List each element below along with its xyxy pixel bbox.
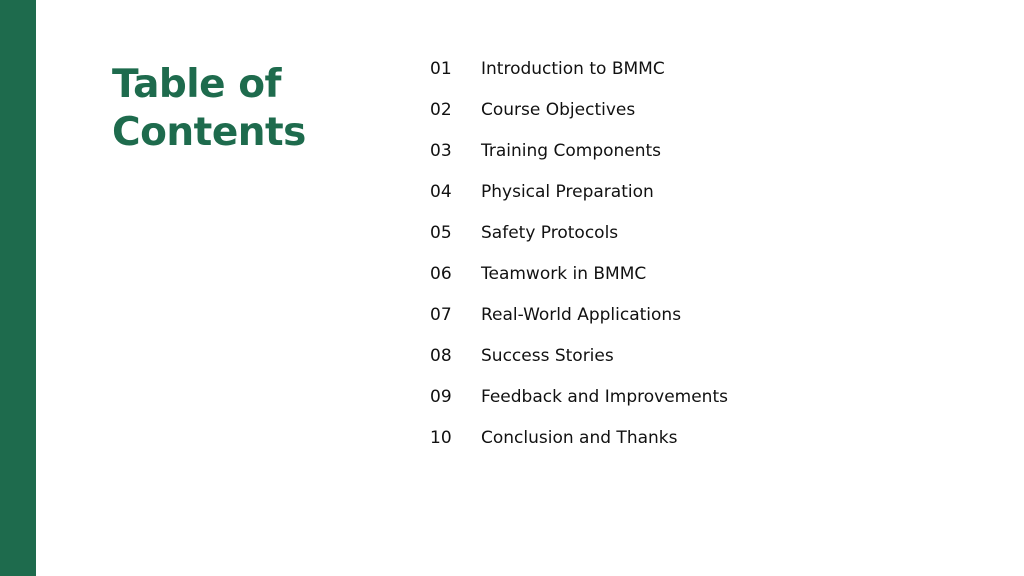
toc-item [430, 130, 990, 171]
toc-item-label: Teamwork in BMMC [481, 263, 647, 284]
toc-item-label: Course Objectives [481, 99, 636, 120]
toc-item-number: 07 [430, 304, 452, 325]
toc-item [430, 48, 990, 89]
toc-item-label: Real-World Applications [481, 304, 682, 325]
accent-side-bar [0, 0, 36, 576]
toc-item-label: Safety Protocols [481, 222, 619, 243]
toc-item-number: 06 [430, 263, 452, 284]
toc-item-number: 03 [430, 140, 452, 161]
toc-item [430, 376, 990, 417]
toc-item-label: Conclusion and Thanks [481, 427, 678, 448]
toc-item-number: 10 [430, 427, 452, 448]
toc-item [430, 171, 990, 212]
toc-item-number: 05 [430, 222, 452, 243]
toc-item-label: Introduction to BMMC [481, 58, 665, 79]
toc-item [430, 335, 990, 376]
toc-item-number: 01 [430, 58, 452, 79]
table-of-contents-list [430, 48, 990, 458]
toc-item-label: Training Components [481, 140, 662, 161]
toc-item [430, 294, 990, 335]
toc-item-number: 04 [430, 181, 452, 202]
toc-item [430, 253, 990, 294]
toc-item-label: Physical Preparation [481, 181, 654, 202]
toc-item-label: Success Stories [481, 345, 614, 366]
toc-item [430, 89, 990, 130]
toc-item-number: 09 [430, 386, 452, 407]
toc-item-label: Feedback and Improvements [481, 386, 728, 407]
toc-item [430, 417, 990, 458]
toc-item [430, 212, 990, 253]
slide-title: Table of Contents [112, 62, 306, 155]
toc-item-number: 08 [430, 345, 452, 366]
toc-item-number: 02 [430, 99, 452, 120]
